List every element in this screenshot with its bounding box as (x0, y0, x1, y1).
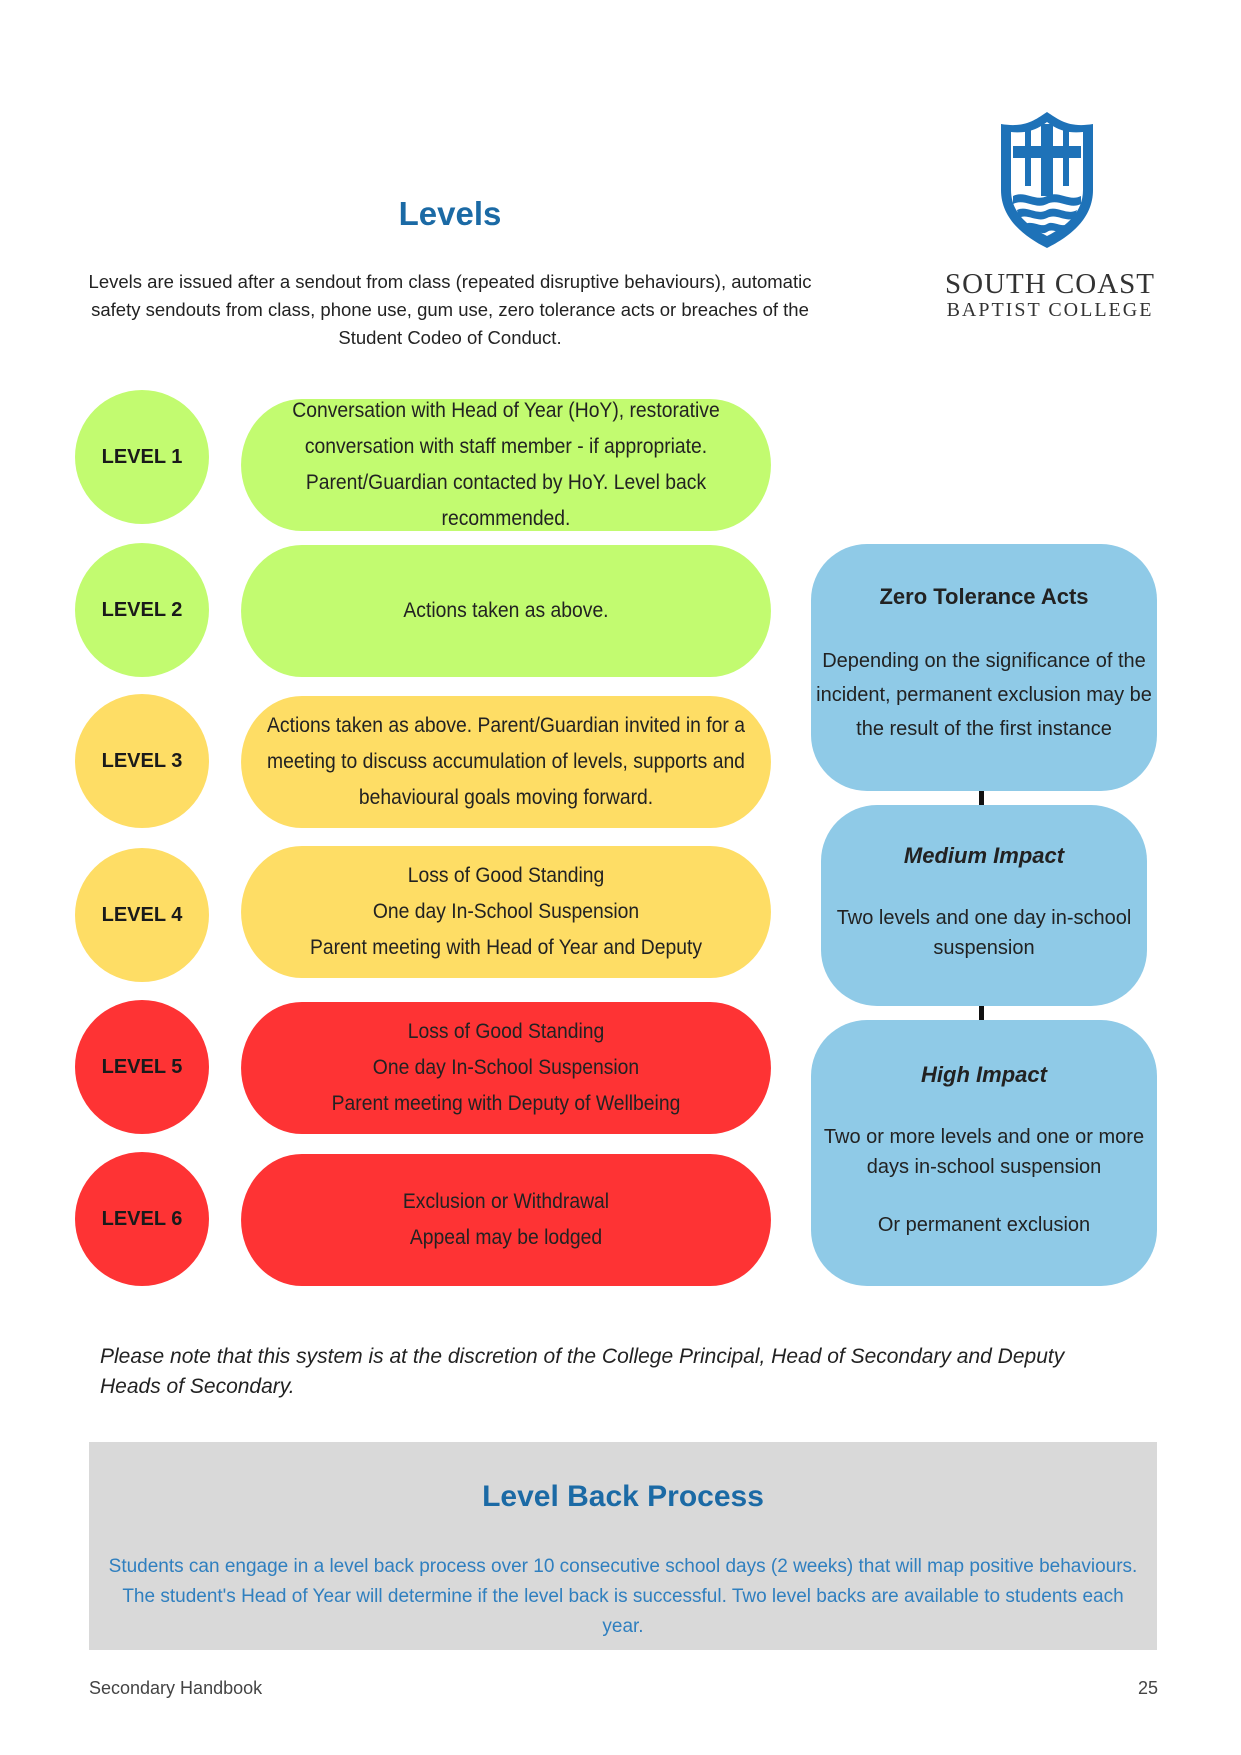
action-line: Loss of Good Standing (407, 864, 605, 887)
zero-tolerance-box (811, 544, 1157, 791)
action-line: meeting to discuss accumulation of levels, supports and (267, 750, 745, 773)
level-6-badge (75, 1152, 209, 1286)
page-title: Levels (398, 195, 502, 232)
action-line: conversation with staff member - if appropriate. (304, 435, 708, 458)
level-label: LEVEL 2 (101, 598, 183, 621)
action-line: Actions taken as above. Parent/Guardian invited in for a (267, 714, 745, 737)
level-3-actions (241, 696, 771, 828)
impact-line: the result of the first instance (856, 718, 1112, 740)
level-2-badge (75, 543, 209, 677)
level-label: LEVEL 1 (101, 445, 183, 468)
level-6-actions (241, 1154, 771, 1286)
impact-extra: Or permanent exclusion (877, 1214, 1091, 1236)
college-logo (995, 110, 1099, 250)
impact-line: Two levels and one day in-school (836, 907, 1132, 929)
action-line: Exclusion or Withdrawal (402, 1190, 610, 1213)
college-subtitle: BAPTIST COLLEGE (946, 299, 1154, 321)
level-label: LEVEL 4 (101, 903, 183, 926)
action-line: Parent/Guardian contacted by HoY. Level back recommended. (305, 471, 707, 530)
action-line: One day In-School Suspension (372, 900, 640, 923)
level-2-actions (241, 545, 771, 677)
level-1-badge (75, 390, 209, 524)
action-line: Parent meeting with Deputy of Wellbeing (331, 1092, 681, 1115)
action-line: Conversation with Head of Year (HoY), restorative (292, 399, 720, 422)
level-5-actions (241, 1002, 771, 1134)
discretion-note: Please note that this system is at the discretion of the College Principal, Head of Secondary and Deputy Heads of Secondary. (100, 1345, 1065, 1398)
high-impact-box (811, 1020, 1157, 1286)
high-impact-title: High Impact (921, 1062, 1047, 1087)
impact-line: incident, permanent exclusion may be (816, 684, 1152, 706)
action-line: One day In-School Suspension (372, 1056, 640, 1079)
action-line: Loss of Good Standing (407, 1020, 605, 1043)
level-back-title: Level Back Process (482, 1480, 764, 1513)
action-line: Appeal may be lodged (409, 1226, 603, 1249)
page-number: 25 (1137, 1678, 1158, 1698)
medium-impact-box (821, 805, 1147, 1006)
level-4-actions (241, 846, 771, 978)
action-line: Actions taken as above. (403, 599, 609, 622)
impact-line: suspension (933, 937, 1035, 959)
intro-text: Levels are issued after a sendout from class (repeated disruptive behaviours), automatic safety sendouts from class, phone use, gum use, zero tolerance acts or breaches of the Student Codeo of Conduct. (88, 271, 812, 348)
footer-handbook: Secondary Handbook (89, 1678, 263, 1698)
level-label: LEVEL 5 (101, 1055, 183, 1078)
zero-tolerance-title: Zero Tolerance Acts (879, 584, 1089, 609)
impact-line: Depending on the significance of the (822, 650, 1146, 672)
college-name: SOUTH COAST (945, 268, 1155, 300)
level-5-badge (75, 1000, 209, 1134)
level-label: LEVEL 3 (101, 749, 183, 772)
level-4-badge (75, 848, 209, 982)
shield-icon (995, 110, 1099, 250)
level-label: LEVEL 6 (101, 1207, 183, 1230)
action-line: Parent meeting with Head of Year and Deputy (309, 936, 703, 959)
level-1-actions (241, 399, 771, 531)
impact-line: Two or more levels and one or more (823, 1126, 1145, 1148)
level-back-body: Students can engage in a level back process over 10 consecutive school days (2 weeks) that will map positive behaviours. The student's Head of Year will determine if the level back is successful. Two level backs are available to students each year. (108, 1556, 1138, 1637)
medium-impact-title: Medium Impact (903, 843, 1065, 868)
impact-line: days in-school suspension (866, 1156, 1102, 1178)
action-line: behavioural goals moving forward. (358, 786, 654, 809)
level-3-badge (75, 694, 209, 828)
